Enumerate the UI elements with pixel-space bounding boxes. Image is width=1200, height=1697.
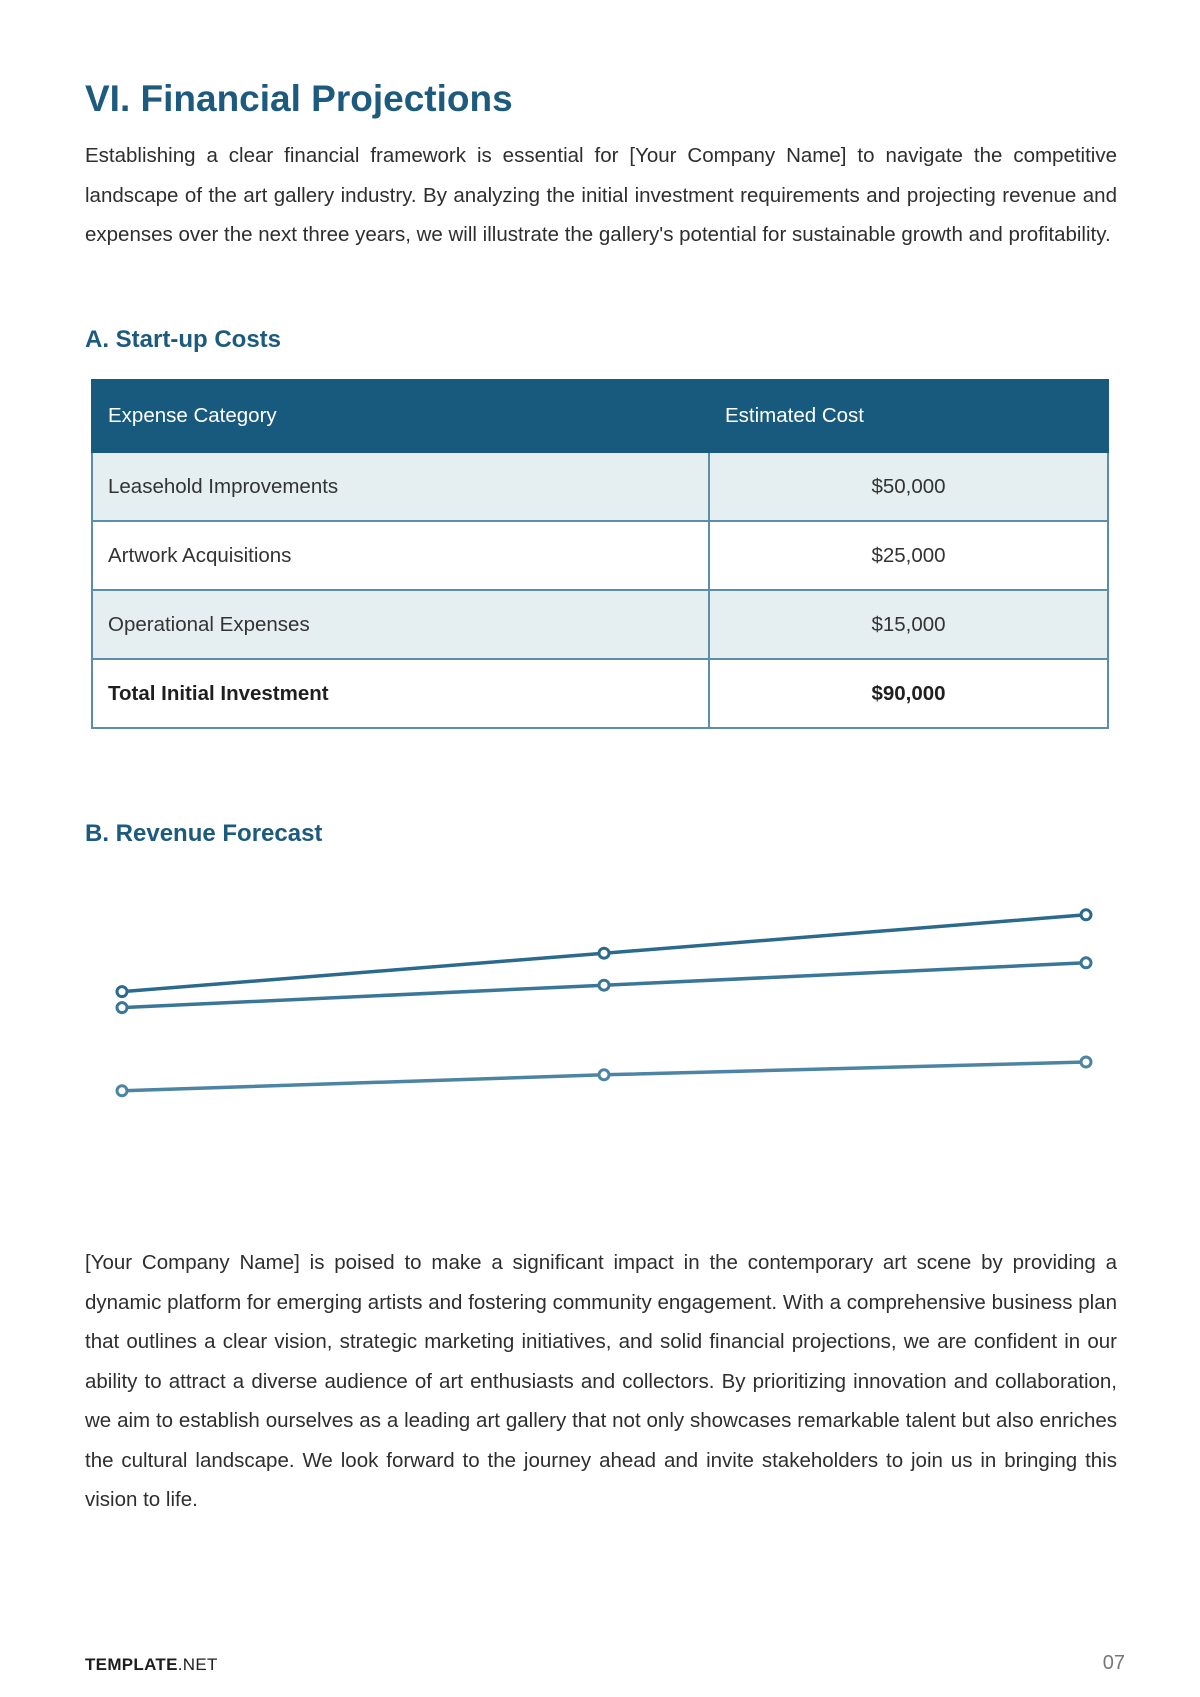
data-point-s1-p3 (1081, 910, 1091, 920)
conclusion-paragraph: [Your Company Name] is poised to make a significant impact in the contemporary art scene by providing a dynamic platform for emerging artists and fostering community engagement. With a comprehensive business plan that outlines a clear vision, strategic marketing initiatives, and solid financial projections, we are confident in our ability to attract a diverse audience of art enthusiasts and collectors. By prioritizing innovation and collaboration, we aim to establish ourselves as a leading art gallery that not only showcases remarkable talent but also enriches the cultural landscape. We look forward to the journey ahead and invite stakeholders to join us in bringing this vision to life. (85, 1251, 1117, 1511)
section-heading: VI. Financial Projections (85, 78, 513, 119)
revenue-forecast-heading: B. Revenue Forecast (85, 820, 323, 847)
data-point-s1-p1 (117, 987, 127, 997)
estimated-cost-cell: $15,000 (709, 590, 1108, 659)
column-header-category: Expense Category (92, 380, 709, 452)
intro-paragraph: Establishing a clear financial framework is essential for [Your Company Name] to navigate the competitive landscape of the art gallery industry. By analyzing the initial investment requirements and projecting revenue and expenses over the next three years, we will illustrate the gallery's potential for sustainable growth and profitability. (85, 144, 1117, 246)
expense-category-cell: Artwork Acquisitions (92, 521, 709, 590)
expense-category-cell: Leasehold Improvements (92, 452, 709, 521)
data-point-s1-p2 (599, 948, 609, 958)
total-cost-cell: $90,000 (709, 659, 1108, 728)
data-point-s3-p2 (599, 1070, 609, 1080)
footer-brand-logo (85, 1655, 218, 1675)
brand-name: TEMPLATE (85, 1655, 178, 1674)
table-total-row (92, 659, 1108, 728)
brand-suffix: .NET (177, 1655, 218, 1674)
table-row (92, 590, 1108, 659)
page-number: 07 (1102, 1652, 1125, 1674)
expense-category-cell: Operational Expenses (92, 590, 709, 659)
data-point-s3-p3 (1081, 1057, 1091, 1067)
estimated-cost-cell: $50,000 (709, 452, 1108, 521)
table-row (92, 521, 1108, 590)
table-header-row (92, 380, 1108, 452)
revenue-forecast-chart (0, 870, 1200, 1210)
total-label-cell: Total Initial Investment (92, 659, 709, 728)
data-point-s2-p2 (599, 980, 609, 990)
startup-costs-table (91, 379, 1109, 729)
data-point-s2-p1 (117, 1003, 127, 1013)
data-point-s2-p3 (1081, 958, 1091, 968)
table-row (92, 452, 1108, 521)
data-point-s3-p1 (117, 1086, 127, 1096)
estimated-cost-cell: $25,000 (709, 521, 1108, 590)
startup-costs-heading: A. Start-up Costs (85, 326, 282, 353)
column-header-cost: Estimated Cost (709, 380, 1108, 452)
